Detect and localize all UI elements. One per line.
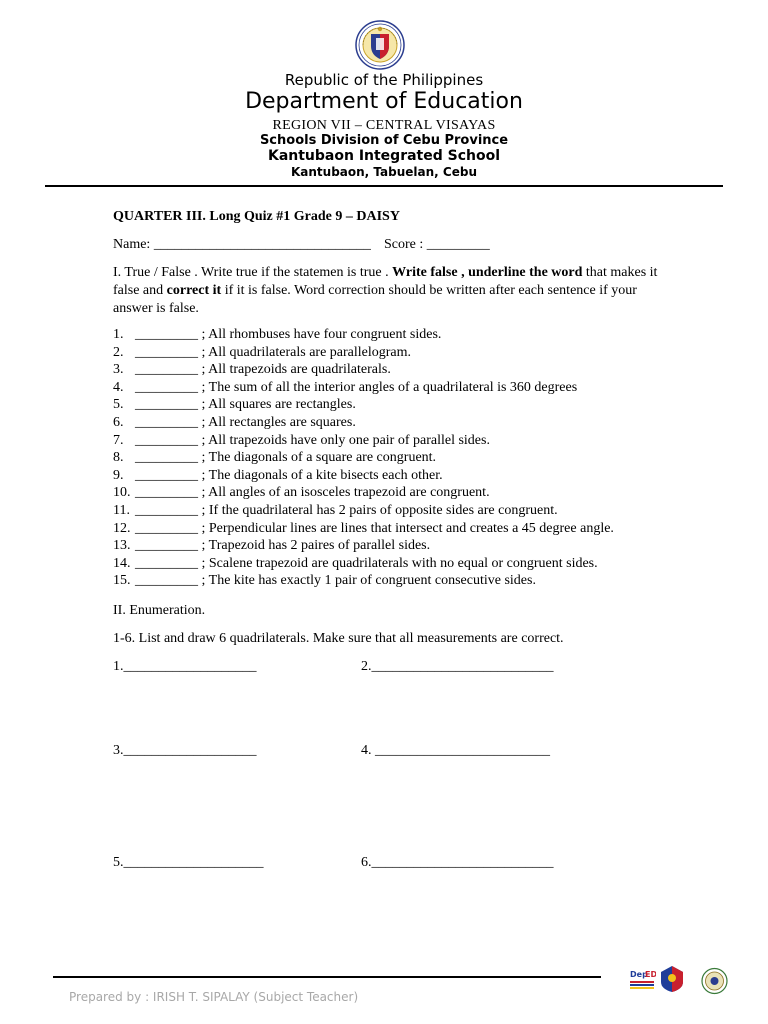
answer-blank-2[interactable]: 2.__________________________: [361, 659, 554, 674]
item-number: 15.: [113, 573, 131, 589]
item-text[interactable]: _________ ; All trapezoids have only one pair of parallel sides.: [135, 432, 490, 448]
item-text[interactable]: _________ ; All squares are rectangles.: [135, 397, 356, 413]
list-item: [113, 361, 614, 379]
instructions-text-c: that makes it false and: [113, 265, 658, 298]
item-text[interactable]: _________ ; Perpendicular lines are lines that intersect and creates a 45 degree angle.: [135, 520, 614, 536]
item-number: 13.: [113, 538, 131, 554]
item-text[interactable]: _________ ; All angles of an isosceles trapezoid are congruent.: [135, 485, 490, 501]
item-number: 10.: [113, 485, 131, 501]
list-item: [113, 467, 614, 485]
deped-seal: [355, 20, 405, 70]
division-name: Schools Division of Cebu Province: [259, 133, 509, 148]
item-number: 7.: [113, 432, 124, 448]
region-name: REGION VII – CENTRAL VISAYAS: [272, 118, 496, 133]
instructions-text-a: I. True / False . Write true if the statemen is true .: [113, 265, 393, 280]
header-divider: [45, 185, 723, 187]
school-seal-icon: [701, 966, 728, 996]
bagong-pilipinas-logo-icon: [659, 964, 685, 994]
list-item: [113, 572, 614, 590]
item-text[interactable]: _________ ; All rhombuses have four congruent sides.: [135, 327, 442, 342]
answer-blank-1[interactable]: 1.___________________: [113, 659, 257, 674]
list-item: [113, 432, 614, 450]
item-number: 12.: [113, 520, 131, 536]
true-false-instructions: [113, 264, 678, 318]
item-text[interactable]: _________ ; All quadrilaterals are parallelogram.: [135, 344, 412, 360]
item-text[interactable]: _________ ; If the quadrilateral has 2 pairs of opposite sides are congruent.: [135, 502, 558, 518]
answer-blank-6[interactable]: 6.__________________________: [361, 855, 554, 870]
item-number: 2.: [113, 344, 124, 360]
item-number: 8.: [113, 450, 124, 466]
quiz-title: QUARTER III. Long Quiz #1 Grade 9 – DAISY: [113, 209, 400, 224]
deped-matatag-logo-icon: [628, 966, 656, 994]
item-number: 9.: [113, 467, 124, 483]
item-text[interactable]: _________ ; The diagonals of a kite bisects each other.: [135, 467, 443, 483]
list-item: [113, 414, 614, 432]
list-item: [113, 537, 614, 555]
answer-blank-5[interactable]: 5.____________________: [113, 855, 264, 870]
instructions-text-e: if it is false. Word correction should be written after each sentence if your answer is false.: [113, 283, 637, 316]
item-number: 6.: [113, 414, 124, 430]
instructions-text-d: correct it: [166, 283, 222, 298]
country-name: Republic of the Philippines: [284, 71, 484, 89]
item-number: 5.: [113, 397, 124, 413]
list-item: [113, 326, 614, 344]
bagong-pilipinas-logo: [659, 964, 685, 994]
item-number: 4.: [113, 379, 124, 395]
school-seal: [701, 966, 728, 996]
prepared-by: Prepared by : IRISH T. SIPALAY (Subject Teacher): [69, 990, 359, 1004]
list-item: [113, 520, 614, 538]
item-number: 3.: [113, 362, 124, 378]
department-name: Department of Education: [245, 89, 523, 114]
name-field[interactable]: Name: _______________________________: [113, 237, 371, 252]
item-text[interactable]: _________ ; The sum of all the interior angles of a quadrilateral is 360 degrees: [135, 379, 578, 395]
list-item: [113, 344, 614, 362]
item-text[interactable]: _________ ; All rectangles are squares.: [135, 414, 356, 430]
item-text[interactable]: _________ ; Trapezoid has 2 paires of parallel sides.: [135, 538, 431, 554]
svg-text:Dep: Dep: [630, 970, 648, 979]
item-number: 1.: [113, 327, 124, 342]
answer-blank-3[interactable]: 3.___________________: [113, 743, 257, 758]
list-item: [113, 379, 614, 397]
school-address: Kantubaon, Tabuelan, Cebu: [290, 165, 477, 179]
school-name: Kantubaon Integrated School: [267, 148, 501, 164]
score-field[interactable]: Score : _________: [384, 237, 490, 252]
item-number: 14.: [113, 555, 131, 571]
deped-seal-icon: [355, 20, 405, 70]
deped-matatag-logo: [628, 966, 656, 994]
list-item: [113, 484, 614, 502]
answer-blank-4[interactable]: 4. _________________________: [361, 743, 550, 758]
item-text[interactable]: _________ ; All trapezoids are quadrilaterals.: [135, 362, 391, 378]
list-item: [113, 449, 614, 467]
item-text[interactable]: _________ ; The diagonals of a square are congruent.: [135, 450, 437, 466]
enumeration-instruction: 1-6. List and draw 6 quadrilaterals. Make sure that all measurements are correct.: [113, 631, 564, 646]
list-item: [113, 396, 614, 414]
list-item: [113, 502, 614, 520]
true-false-list: [113, 326, 614, 590]
list-item: [113, 555, 614, 573]
svg-text:ED: ED: [645, 970, 656, 979]
footer-divider: [53, 976, 601, 978]
instructions-text-b: Write false , underline the word: [392, 265, 583, 280]
item-text[interactable]: _________ ; The kite has exactly 1 pair of congruent consecutive sides.: [135, 573, 536, 589]
item-text[interactable]: _________ ; Scalene trapezoid are quadrilaterals with no equal or congruent sides.: [135, 555, 598, 571]
item-number: 11.: [113, 502, 130, 518]
enumeration-heading: II. Enumeration.: [113, 603, 206, 618]
